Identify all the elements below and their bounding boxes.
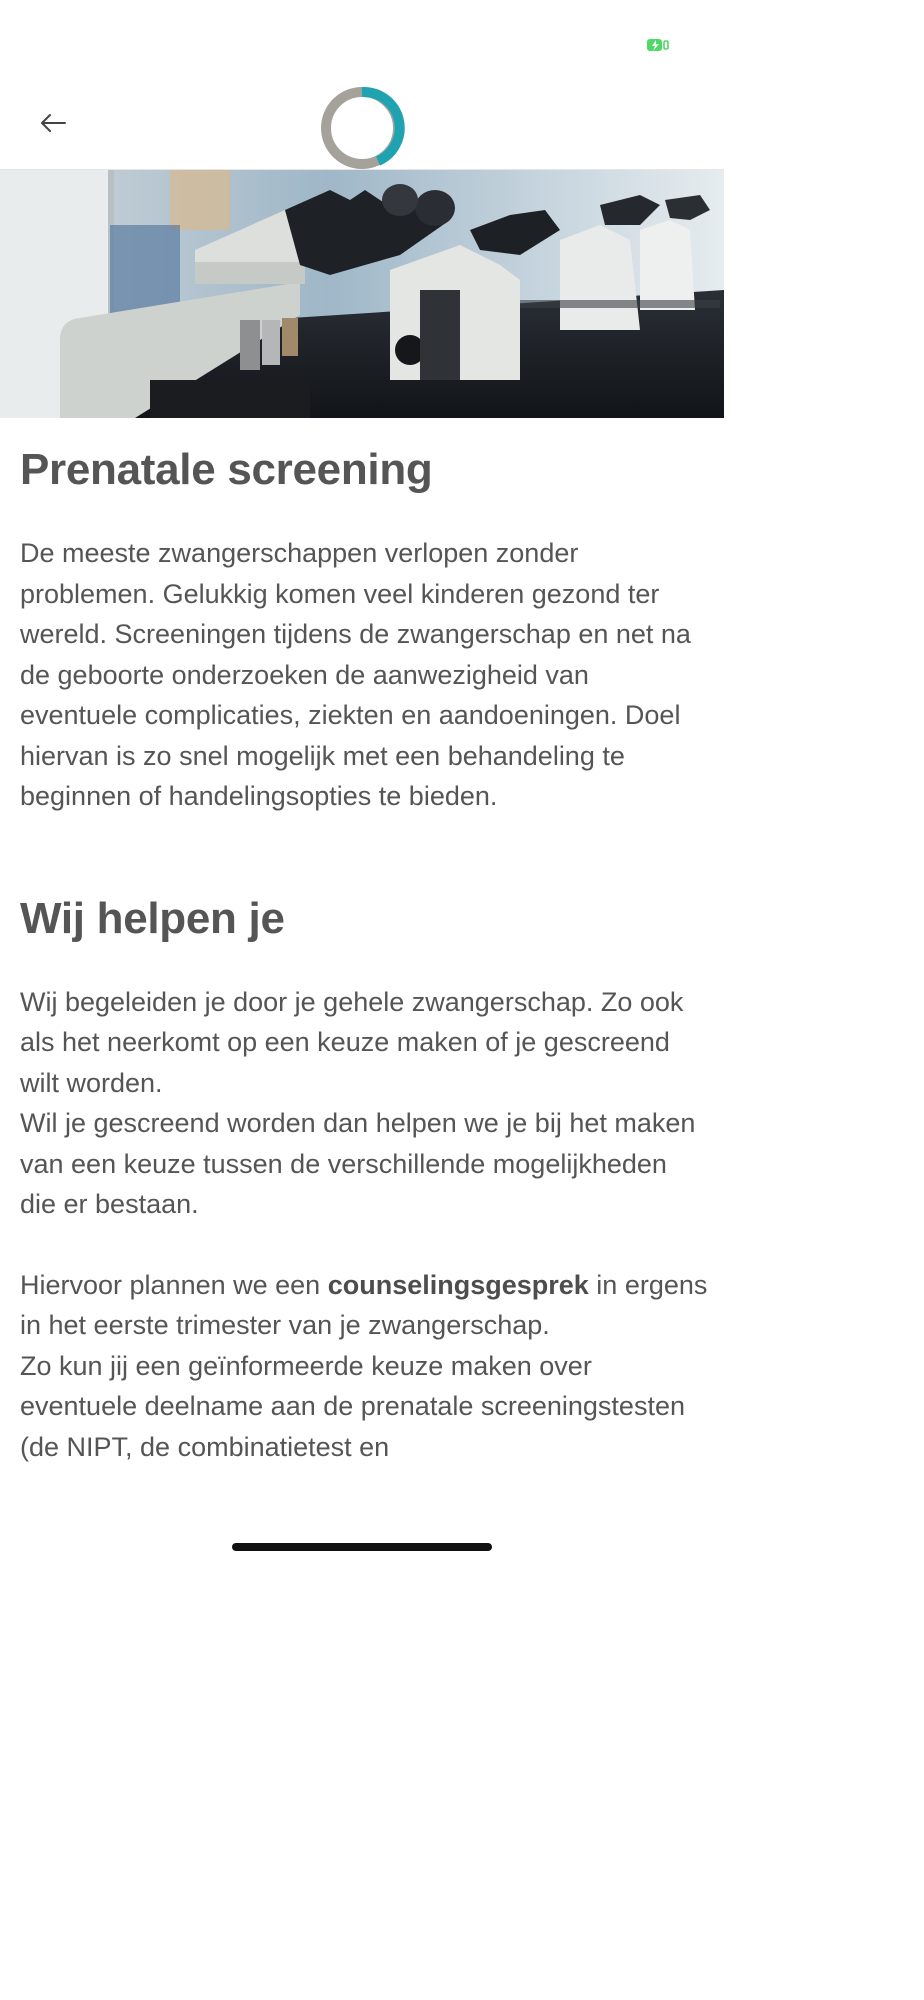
hero-image bbox=[0, 170, 724, 418]
counseling-text: Zo kun jij een geïnformeerde keuze maken over eventuele deelname aan de prenatale screeningstesten (de NIPT, de combinatietest en bbox=[20, 1350, 685, 1462]
section-title: Wij helpen je bbox=[20, 893, 285, 943]
back-button[interactable] bbox=[30, 100, 76, 146]
help-line: Wil je gescreend worden dan helpen we je bij het maken van een keuze tussen de verschillende mogelijkheden die er bestaan. bbox=[20, 1108, 696, 1219]
section-title: Prenatale screening bbox=[20, 445, 433, 494]
arrow-left-icon bbox=[39, 113, 67, 133]
home-indicator[interactable] bbox=[232, 1543, 492, 1551]
article-content bbox=[20, 418, 710, 1467]
battery-charging-icon bbox=[647, 38, 671, 52]
ring-logo-icon[interactable] bbox=[318, 84, 406, 172]
intro-paragraph: De meeste zwangerschappen verlopen zonder problemen. Gelukkig komen veel kinderen gezond ter wereld. Screeningen tijdens de zwangerschap en net na de geboorte onderzoeken de aanwezigheid van eventuele complicaties, ziekten en aandoeningen. Doel hiervan is zo snel mogelijk met een behandeling te beginnen of handelingsopties te bieden. bbox=[20, 538, 691, 811]
app-header bbox=[0, 80, 724, 170]
microscopes-photo bbox=[0, 170, 724, 418]
counseling-text: in ergens in het eerste trimester van je zwangerschap. bbox=[20, 1269, 708, 1340]
help-paragraph bbox=[20, 982, 710, 1225]
counseling-paragraph bbox=[20, 1265, 710, 1468]
counseling-bold-term: counselingsgesprek bbox=[327, 1269, 589, 1300]
status-bar bbox=[0, 0, 724, 80]
help-line: Wij begeleiden je door je gehele zwangerschap. Zo ook als het neerkomt op een keuze maken of je gescreend wilt worden. bbox=[20, 986, 684, 1098]
counseling-text: Hiervoor plannen we een bbox=[20, 1269, 328, 1300]
